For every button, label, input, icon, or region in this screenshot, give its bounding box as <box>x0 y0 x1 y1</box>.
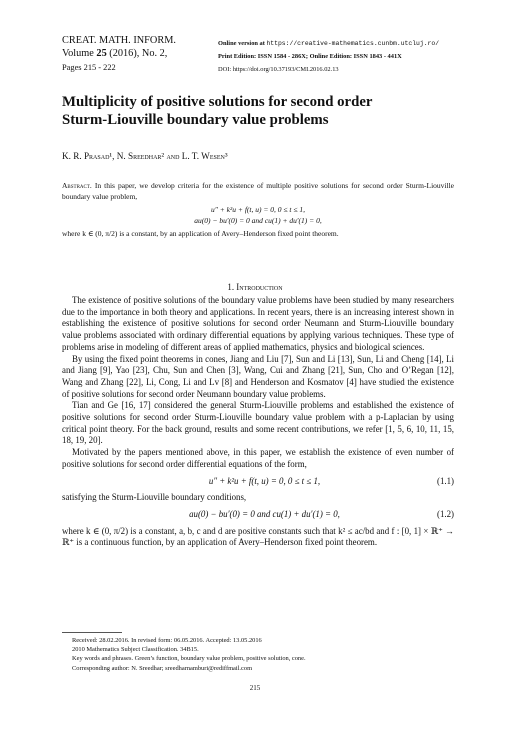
doi-link[interactable]: DOI: https://doi.org/10.37193/CMI.2016.02.13 <box>218 66 339 74</box>
footnotes <box>72 636 306 673</box>
corresponding-author: Corresponding author: N. Sreedhar; sreedharnamburi@rediffmail.com <box>72 664 253 672</box>
journal-volume: Volume 25 (2016), No. 2, <box>62 48 168 60</box>
title-line-1: Multiplicity of positive solutions for second order <box>62 94 373 110</box>
introduction-body <box>62 295 454 549</box>
authors: K. R. Prasad¹, N. Sreedhar² and L. T. Wesen³ <box>62 151 228 161</box>
paragraph-5: satisfying the Sturm-Liouville boundary conditions, <box>62 492 247 503</box>
publication-meta <box>218 37 439 77</box>
equation-number: (1.1) <box>436 475 454 486</box>
abstract-text: In this paper, we develop criteria for the existence of multiple positive solutions for second order Sturm-Liouville boundary value problem, <box>62 181 455 201</box>
keywords: Key words and phrases. Green’s function, boundary value problem, positive solution, cone. <box>72 655 306 663</box>
msc-classification: 2010 Mathematics Subject Classification. 34B15. <box>72 646 199 654</box>
paper-title <box>62 94 462 129</box>
journal-info <box>62 34 176 74</box>
paragraph-4: Motivated by the papers mentioned above, in this paper, we establish the existence of even number of positive solutions for second order differential equations of the form, <box>62 447 454 469</box>
online-url-link[interactable]: https://creative-mathematics.cunbm.utcluj.ro/ <box>266 40 440 47</box>
abstract-equation-1: u″ + k²u + f(t, u) = 0, 0 ≤ t ≤ 1, <box>211 205 305 214</box>
equation-1-1: u″ + k²u + f(t, u) = 0, 0 ≤ t ≤ 1, (1.1) <box>208 475 454 486</box>
abstract <box>62 181 454 240</box>
journal-pages: Pages 215 - 222 <box>62 62 116 72</box>
journal-name: CREAT. MATH. INFORM. <box>62 35 176 46</box>
paragraph-6: where k ∈ (0, π/2) is a constant, a, b, c and d are positive constants such that k² ≤ ac/bd and f : [0, 1] × ℝ⁺ → ℝ⁺ is a continuous function, by an application of Avery–Henderson fixed point theorem. <box>62 525 454 548</box>
equation-number: (1.2) <box>436 508 454 519</box>
online-version: Online version at https://creative-mathematics.cunbm.utcluj.ro/ <box>218 40 440 47</box>
footnote-rule <box>62 632 122 633</box>
issn: Print Edition: ISSN 1584 - 286X; Online Edition: ISSN 1843 - 441X <box>218 53 402 61</box>
title-line-2: Sturm-Liouville boundary value problems <box>62 111 329 128</box>
received-dates: Received: 28.02.2016. In revised form: 06.05.2016. Accepted: 13.05.2016 <box>72 637 262 644</box>
section-heading: 1. Introduction <box>227 282 283 292</box>
page-number: 215 <box>249 684 261 692</box>
abstract-where: where k ∈ (0, π/2) is a constant, by an application of Avery–Henderson fixed point theorem. <box>62 229 339 238</box>
abstract-equation-2: au(0) − bu′(0) = 0 and cu(1) + du′(1) = 0, <box>194 215 322 225</box>
abstract-label: Abstract. <box>62 181 92 190</box>
paragraph-3: Tian and Ge [16, 17] considered the general Sturm-Liouville problems and established the existence of positive solutions for second order Sturm-Liouville boundary value problem with a p-Laplacian by using critical point theory. For the back ground, results and some recent contributions, we refer [1, 5, 6, 10, 11, 15, 18, 19, 20]. <box>62 400 454 446</box>
paragraph-2: By using the fixed point theorems in cones, Jiang and Liu [7], Sun and Li [13], Sun, Li and Cheng [14], Li and Jiang [9], Yao [23], Chu, Sun and Chen [3], Wang, Cui and Zhang [21], Sun, Cho and O’Regan [12], Wang and Zhang [22], Li, Cong, Li and Lv [8] and Henderson and Kosmatov [4] have studied the existence of positive solutions for second order Neumann boundary value problems. <box>62 353 454 399</box>
paragraph-1: The existence of positive solutions of the boundary value problems have been studied by many researchers due to the importance in both theory and applications. In recent years, there is an increasing interest shown in establishing the existence of positive solutions for second order Neumann and Sturm-Liouville boundary value problems associated with ordinary differential equations by applying various techniques. These type of problems arise in modeling of different areas of applied mathematics, physics and biological sciences. <box>62 295 454 352</box>
equation-1-2: au(0) − bu′(0) = 0 and cu(1) + du′(1) = 0, (1.2) <box>189 508 454 519</box>
